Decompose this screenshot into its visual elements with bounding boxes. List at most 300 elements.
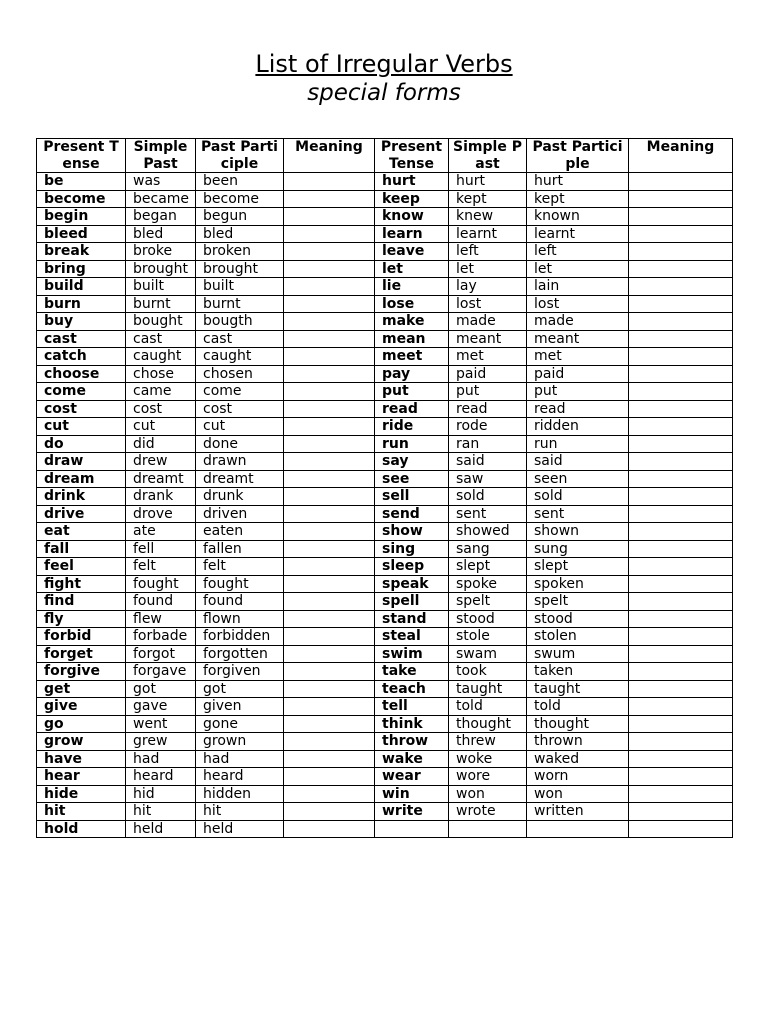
past-participle-cell: stood — [527, 610, 629, 628]
present-tense-cell: dream — [37, 470, 126, 488]
past-participle-cell: found — [196, 593, 284, 611]
present-tense-cell: burn — [37, 295, 126, 313]
meaning-cell — [629, 558, 733, 576]
present-tense-cell: say — [375, 453, 449, 471]
present-tense-cell: lie — [375, 278, 449, 296]
page-subtitle: special forms — [307, 80, 461, 106]
simple-past-cell: fell — [126, 540, 196, 558]
past-participle-cell: driven — [196, 505, 284, 523]
meaning-cell — [284, 243, 375, 261]
present-tense-cell: speak — [375, 575, 449, 593]
meaning-cell — [629, 715, 733, 733]
header-present-tense: Present Tense — [37, 139, 126, 173]
present-tense-cell: pay — [375, 365, 449, 383]
meaning-cell — [284, 768, 375, 786]
past-participle-cell: had — [196, 750, 284, 768]
present-tense-cell: see — [375, 470, 449, 488]
present-tense-cell: sell — [375, 488, 449, 506]
present-tense-cell: tell — [375, 698, 449, 716]
meaning-cell — [284, 383, 375, 401]
meaning-cell — [629, 505, 733, 523]
present-tense-cell: drink — [37, 488, 126, 506]
past-participle-cell: written — [527, 803, 629, 821]
simple-past-cell: forbade — [126, 628, 196, 646]
simple-past-cell: took — [449, 663, 527, 681]
present-tense-cell: mean — [375, 330, 449, 348]
simple-past-cell: was — [126, 173, 196, 191]
present-tense-cell: have — [37, 750, 126, 768]
past-participle-cell: sung — [527, 540, 629, 558]
present-tense-cell: hit — [37, 803, 126, 821]
table-row — [37, 768, 733, 786]
simple-past-cell: won — [449, 785, 527, 803]
meaning-cell — [629, 523, 733, 541]
past-participle-cell: shown — [527, 523, 629, 541]
meaning-cell — [629, 698, 733, 716]
simple-past-cell: heard — [126, 768, 196, 786]
present-tense-cell: put — [375, 383, 449, 401]
simple-past-cell: hit — [126, 803, 196, 821]
past-participle-cell: slept — [527, 558, 629, 576]
meaning-cell — [629, 173, 733, 191]
table-row — [37, 820, 733, 838]
present-tense-cell: drive — [37, 505, 126, 523]
meaning-cell — [284, 540, 375, 558]
simple-past-cell: forgave — [126, 663, 196, 681]
present-tense-cell: fly — [37, 610, 126, 628]
past-participle-cell: done — [196, 435, 284, 453]
table-row — [37, 680, 733, 698]
past-participle-cell: built — [196, 278, 284, 296]
present-tense-cell: be — [37, 173, 126, 191]
header-meaning: Meaning — [629, 139, 733, 173]
present-tense-cell: bring — [37, 260, 126, 278]
present-tense-cell: hurt — [375, 173, 449, 191]
meaning-cell — [284, 173, 375, 191]
meaning-cell — [629, 663, 733, 681]
past-participle-cell: drawn — [196, 453, 284, 471]
present-tense-cell: wake — [375, 750, 449, 768]
present-tense-cell: ride — [375, 418, 449, 436]
meaning-cell — [284, 488, 375, 506]
past-participle-cell: chosen — [196, 365, 284, 383]
meaning-cell — [629, 488, 733, 506]
past-participle-cell: broken — [196, 243, 284, 261]
simple-past-cell: learnt — [449, 225, 527, 243]
past-participle-cell: hit — [196, 803, 284, 821]
meaning-cell — [284, 523, 375, 541]
simple-past-cell: drove — [126, 505, 196, 523]
meaning-cell — [629, 750, 733, 768]
present-tense-cell: build — [37, 278, 126, 296]
meaning-cell — [284, 733, 375, 751]
table-row — [37, 540, 733, 558]
past-participle-cell: felt — [196, 558, 284, 576]
meaning-cell — [284, 260, 375, 278]
present-tense-cell: send — [375, 505, 449, 523]
simple-past-cell: put — [449, 383, 527, 401]
past-participle-cell: given — [196, 698, 284, 716]
simple-past-cell: saw — [449, 470, 527, 488]
present-tense-cell: forbid — [37, 628, 126, 646]
simple-past-cell: fought — [126, 575, 196, 593]
past-participle-cell: told — [527, 698, 629, 716]
past-participle-cell: left — [527, 243, 629, 261]
meaning-cell — [629, 645, 733, 663]
table-row — [37, 400, 733, 418]
table-row — [37, 610, 733, 628]
table-row — [37, 488, 733, 506]
simple-past-cell: stood — [449, 610, 527, 628]
simple-past-cell: let — [449, 260, 527, 278]
present-tense-cell: find — [37, 593, 126, 611]
past-participle-cell: spoken — [527, 575, 629, 593]
meaning-cell — [629, 383, 733, 401]
meaning-cell — [284, 698, 375, 716]
past-participle-cell: grown — [196, 733, 284, 751]
simple-past-cell: grew — [126, 733, 196, 751]
simple-past-cell: wrote — [449, 803, 527, 821]
meaning-cell — [284, 575, 375, 593]
simple-past-cell: made — [449, 313, 527, 331]
meaning-cell — [629, 278, 733, 296]
header-simple-past: Simple Past — [126, 139, 196, 173]
present-tense-cell: read — [375, 400, 449, 418]
past-participle-cell: meant — [527, 330, 629, 348]
past-participle-cell: hurt — [527, 173, 629, 191]
past-participle-cell: swum — [527, 645, 629, 663]
present-tense-cell: fight — [37, 575, 126, 593]
present-tense-cell: make — [375, 313, 449, 331]
table-row — [37, 418, 733, 436]
meaning-cell — [284, 470, 375, 488]
table-row — [37, 365, 733, 383]
present-tense-cell: run — [375, 435, 449, 453]
simple-past-cell: did — [126, 435, 196, 453]
simple-past-cell: caught — [126, 348, 196, 366]
meaning-cell — [284, 558, 375, 576]
meaning-cell — [284, 610, 375, 628]
meaning-cell — [284, 418, 375, 436]
meaning-cell — [284, 453, 375, 471]
meaning-cell — [629, 435, 733, 453]
page-title: List of Irregular Verbs — [255, 50, 513, 78]
table-row — [37, 348, 733, 366]
past-participle-cell: forgiven — [196, 663, 284, 681]
present-tense-cell: swim — [375, 645, 449, 663]
simple-past-cell: cut — [126, 418, 196, 436]
past-participle-cell: stolen — [527, 628, 629, 646]
simple-past-cell: stole — [449, 628, 527, 646]
past-participle-cell: sent — [527, 505, 629, 523]
present-tense-cell: get — [37, 680, 126, 698]
present-tense-cell: do — [37, 435, 126, 453]
simple-past-cell: spelt — [449, 593, 527, 611]
past-participle-cell: bled — [196, 225, 284, 243]
simple-past-cell: hurt — [449, 173, 527, 191]
simple-past-cell: sold — [449, 488, 527, 506]
header-past-participle: Past Participle — [196, 139, 284, 173]
past-participle-cell — [527, 820, 629, 838]
meaning-cell — [284, 505, 375, 523]
present-tense-cell: write — [375, 803, 449, 821]
past-participle-cell: brought — [196, 260, 284, 278]
past-participle-cell: gone — [196, 715, 284, 733]
meaning-cell — [284, 750, 375, 768]
meaning-cell — [629, 190, 733, 208]
past-participle-cell: held — [196, 820, 284, 838]
meaning-cell — [629, 803, 733, 821]
simple-past-cell: bled — [126, 225, 196, 243]
past-participle-cell: cast — [196, 330, 284, 348]
irregular-verbs-table — [36, 138, 733, 838]
present-tense-cell: win — [375, 785, 449, 803]
simple-past-cell: sent — [449, 505, 527, 523]
present-tense-cell: keep — [375, 190, 449, 208]
simple-past-cell: wore — [449, 768, 527, 786]
meaning-cell — [629, 418, 733, 436]
simple-past-cell: left — [449, 243, 527, 261]
meaning-cell — [629, 243, 733, 261]
simple-past-cell: gave — [126, 698, 196, 716]
past-participle-cell: worn — [527, 768, 629, 786]
present-tense-cell: choose — [37, 365, 126, 383]
meaning-cell — [284, 785, 375, 803]
past-participle-cell: taught — [527, 680, 629, 698]
simple-past-cell: bought — [126, 313, 196, 331]
present-tense-cell: take — [375, 663, 449, 681]
past-participle-cell: caught — [196, 348, 284, 366]
past-participle-cell: cost — [196, 400, 284, 418]
table-row — [37, 715, 733, 733]
meaning-cell — [629, 225, 733, 243]
present-tense-cell: come — [37, 383, 126, 401]
simple-past-cell: meant — [449, 330, 527, 348]
meaning-cell — [629, 785, 733, 803]
past-participle-cell: burnt — [196, 295, 284, 313]
simple-past-cell: lost — [449, 295, 527, 313]
past-participle-cell: lain — [527, 278, 629, 296]
simple-past-cell: dreamt — [126, 470, 196, 488]
meaning-cell — [284, 628, 375, 646]
present-tense-cell: throw — [375, 733, 449, 751]
past-participle-cell: forbidden — [196, 628, 284, 646]
table-row — [37, 558, 733, 576]
past-participle-cell: ridden — [527, 418, 629, 436]
simple-past-cell: got — [126, 680, 196, 698]
simple-past-cell: became — [126, 190, 196, 208]
past-participle-cell: won — [527, 785, 629, 803]
past-participle-cell: heard — [196, 768, 284, 786]
past-participle-cell: seen — [527, 470, 629, 488]
past-participle-cell: met — [527, 348, 629, 366]
table-header-row — [37, 139, 733, 173]
present-tense-cell — [375, 820, 449, 838]
present-tense-cell: leave — [375, 243, 449, 261]
meaning-cell — [284, 313, 375, 331]
table-row — [37, 435, 733, 453]
table-row — [37, 628, 733, 646]
present-tense-cell: lose — [375, 295, 449, 313]
meaning-cell — [629, 400, 733, 418]
present-tense-cell: catch — [37, 348, 126, 366]
present-tense-cell: wear — [375, 768, 449, 786]
simple-past-cell: drank — [126, 488, 196, 506]
meaning-cell — [284, 663, 375, 681]
meaning-cell — [284, 278, 375, 296]
table-row — [37, 698, 733, 716]
past-participle-cell: come — [196, 383, 284, 401]
present-tense-cell: stand — [375, 610, 449, 628]
simple-past-cell: paid — [449, 365, 527, 383]
past-participle-cell: lost — [527, 295, 629, 313]
simple-past-cell: burnt — [126, 295, 196, 313]
past-participle-cell: begun — [196, 208, 284, 226]
simple-past-cell: threw — [449, 733, 527, 751]
present-tense-cell: bleed — [37, 225, 126, 243]
past-participle-cell: known — [527, 208, 629, 226]
table-row — [37, 243, 733, 261]
meaning-cell — [629, 628, 733, 646]
simple-past-cell: held — [126, 820, 196, 838]
present-tense-cell: eat — [37, 523, 126, 541]
table-row — [37, 523, 733, 541]
meaning-cell — [284, 208, 375, 226]
past-participle-cell: been — [196, 173, 284, 191]
meaning-cell — [284, 645, 375, 663]
table-row — [37, 470, 733, 488]
simple-past-cell: kept — [449, 190, 527, 208]
past-participle-cell: become — [196, 190, 284, 208]
present-tense-cell: hold — [37, 820, 126, 838]
past-participle-cell: got — [196, 680, 284, 698]
present-tense-cell: give — [37, 698, 126, 716]
meaning-cell — [629, 610, 733, 628]
simple-past-cell: felt — [126, 558, 196, 576]
past-participle-cell: eaten — [196, 523, 284, 541]
table-row — [37, 313, 733, 331]
meaning-cell — [629, 733, 733, 751]
present-tense-cell: hear — [37, 768, 126, 786]
table-row — [37, 733, 733, 751]
simple-past-cell: broke — [126, 243, 196, 261]
present-tense-cell: draw — [37, 453, 126, 471]
header-meaning: Meaning — [284, 139, 375, 173]
past-participle-cell: hidden — [196, 785, 284, 803]
past-participle-cell: let — [527, 260, 629, 278]
meaning-cell — [629, 313, 733, 331]
meaning-cell — [629, 330, 733, 348]
present-tense-cell: spell — [375, 593, 449, 611]
meaning-cell — [629, 680, 733, 698]
simple-past-cell: came — [126, 383, 196, 401]
present-tense-cell: begin — [37, 208, 126, 226]
past-participle-cell: bougth — [196, 313, 284, 331]
meaning-cell — [629, 365, 733, 383]
past-participle-cell: fallen — [196, 540, 284, 558]
table-row — [37, 190, 733, 208]
table-row — [37, 260, 733, 278]
past-participle-cell: cut — [196, 418, 284, 436]
past-participle-cell: learnt — [527, 225, 629, 243]
present-tense-cell: sing — [375, 540, 449, 558]
meaning-cell — [629, 453, 733, 471]
simple-past-cell: chose — [126, 365, 196, 383]
simple-past-cell: knew — [449, 208, 527, 226]
simple-past-cell: ran — [449, 435, 527, 453]
present-tense-cell: fall — [37, 540, 126, 558]
meaning-cell — [629, 348, 733, 366]
table-row — [37, 593, 733, 611]
past-participle-cell: kept — [527, 190, 629, 208]
past-participle-cell: fought — [196, 575, 284, 593]
present-tense-cell: forgive — [37, 663, 126, 681]
meaning-cell — [629, 820, 733, 838]
present-tense-cell: become — [37, 190, 126, 208]
simple-past-cell: cast — [126, 330, 196, 348]
present-tense-cell: meet — [375, 348, 449, 366]
meaning-cell — [629, 540, 733, 558]
present-tense-cell: cast — [37, 330, 126, 348]
past-participle-cell: said — [527, 453, 629, 471]
simple-past-cell: rode — [449, 418, 527, 436]
simple-past-cell: began — [126, 208, 196, 226]
past-participle-cell: thought — [527, 715, 629, 733]
past-participle-cell: waked — [527, 750, 629, 768]
meaning-cell — [284, 330, 375, 348]
meaning-cell — [629, 470, 733, 488]
meaning-cell — [629, 575, 733, 593]
meaning-cell — [284, 803, 375, 821]
past-participle-cell: dreamt — [196, 470, 284, 488]
simple-past-cell: cost — [126, 400, 196, 418]
table-row — [37, 173, 733, 191]
table-row — [37, 278, 733, 296]
simple-past-cell: ate — [126, 523, 196, 541]
meaning-cell — [284, 348, 375, 366]
present-tense-cell: forget — [37, 645, 126, 663]
header-present-tense: Present Tense — [375, 139, 449, 173]
simple-past-cell: drew — [126, 453, 196, 471]
meaning-cell — [629, 593, 733, 611]
present-tense-cell: learn — [375, 225, 449, 243]
table-row — [37, 208, 733, 226]
simple-past-cell: went — [126, 715, 196, 733]
past-participle-cell: thrown — [527, 733, 629, 751]
simple-past-cell: met — [449, 348, 527, 366]
header-past-participle: Past Participle — [527, 139, 629, 173]
simple-past-cell: had — [126, 750, 196, 768]
table-row — [37, 505, 733, 523]
present-tense-cell: feel — [37, 558, 126, 576]
table-row — [37, 645, 733, 663]
present-tense-cell: steal — [375, 628, 449, 646]
meaning-cell — [629, 295, 733, 313]
table-row — [37, 803, 733, 821]
present-tense-cell: hide — [37, 785, 126, 803]
simple-past-cell: built — [126, 278, 196, 296]
table-row — [37, 785, 733, 803]
meaning-cell — [284, 715, 375, 733]
simple-past-cell: flew — [126, 610, 196, 628]
present-tense-cell: buy — [37, 313, 126, 331]
simple-past-cell: slept — [449, 558, 527, 576]
meaning-cell — [284, 400, 375, 418]
past-participle-cell: run — [527, 435, 629, 453]
simple-past-cell: spoke — [449, 575, 527, 593]
meaning-cell — [284, 365, 375, 383]
simple-past-cell — [449, 820, 527, 838]
